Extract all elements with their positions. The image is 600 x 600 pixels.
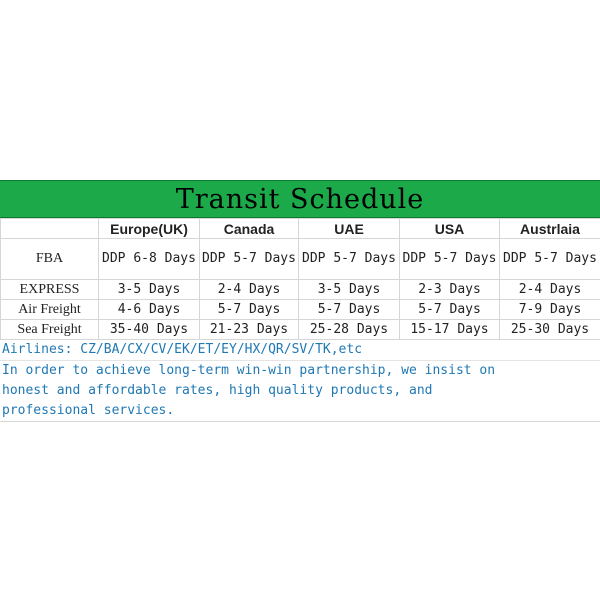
table-cell: DDP 5-7 Days xyxy=(299,239,400,280)
table-cell: DDP 6-8 Days xyxy=(99,239,200,280)
notes-section xyxy=(0,340,600,422)
table-cell: DDP 5-7 Days xyxy=(500,239,600,280)
table-cell: 35-40 Days xyxy=(99,320,200,340)
table-cell: 2-4 Days xyxy=(200,280,299,300)
header-cell-uae: UAE xyxy=(299,219,400,239)
partnership-line: In order to achieve long-term win-win partnership, we insist on xyxy=(2,363,496,378)
row-label: Air Freight xyxy=(1,300,99,320)
title-bar xyxy=(0,180,600,218)
row-label: FBA xyxy=(1,239,99,280)
row-label: EXPRESS xyxy=(1,280,99,300)
table-row-express xyxy=(1,280,600,300)
table-cell: 2-3 Days xyxy=(400,280,500,300)
table-cell: DDP 5-7 Days xyxy=(200,239,299,280)
table-row-sea-freight xyxy=(1,320,600,340)
table-row-air-freight xyxy=(1,300,600,320)
table-cell: 2-4 Days xyxy=(500,280,600,300)
table-cell: 15-17 Days xyxy=(400,320,500,340)
partnership-line: professional services. xyxy=(2,403,175,418)
airlines-note: Airlines: CZ/BA/CX/CV/EK/ET/EY/HX/QR/SV/TK,etc xyxy=(0,340,600,361)
row-label: Sea Freight xyxy=(1,320,99,340)
header-cell-canada: Canada xyxy=(200,219,299,239)
table-cell: 3-5 Days xyxy=(99,280,200,300)
table-cell: 5-7 Days xyxy=(200,300,299,320)
table-cell: 25-28 Days xyxy=(299,320,400,340)
header-cell-australia: Austrlaia xyxy=(500,219,600,239)
header-cell-europe: Europe(UK) xyxy=(99,219,200,239)
table-cell: 25-30 Days xyxy=(500,320,600,340)
partnership-line: honest and affordable rates, high quality products, and xyxy=(2,383,433,398)
table-cell: 5-7 Days xyxy=(299,300,400,320)
table-cell: DDP 5-7 Days xyxy=(400,239,500,280)
table-cell: 5-7 Days xyxy=(400,300,500,320)
header-cell-usa: USA xyxy=(400,219,500,239)
table-cell: 4-6 Days xyxy=(99,300,200,320)
header-row xyxy=(1,219,600,239)
transit-schedule-sheet xyxy=(0,180,600,422)
table-row-fba xyxy=(1,239,600,280)
transit-table xyxy=(0,218,600,340)
table-cell: 7-9 Days xyxy=(500,300,600,320)
table-cell: 3-5 Days xyxy=(299,280,400,300)
table-cell: 21-23 Days xyxy=(200,320,299,340)
partnership-note xyxy=(0,361,600,421)
schedule-title: Transit Schedule xyxy=(175,183,425,215)
header-cell-method xyxy=(1,219,99,239)
